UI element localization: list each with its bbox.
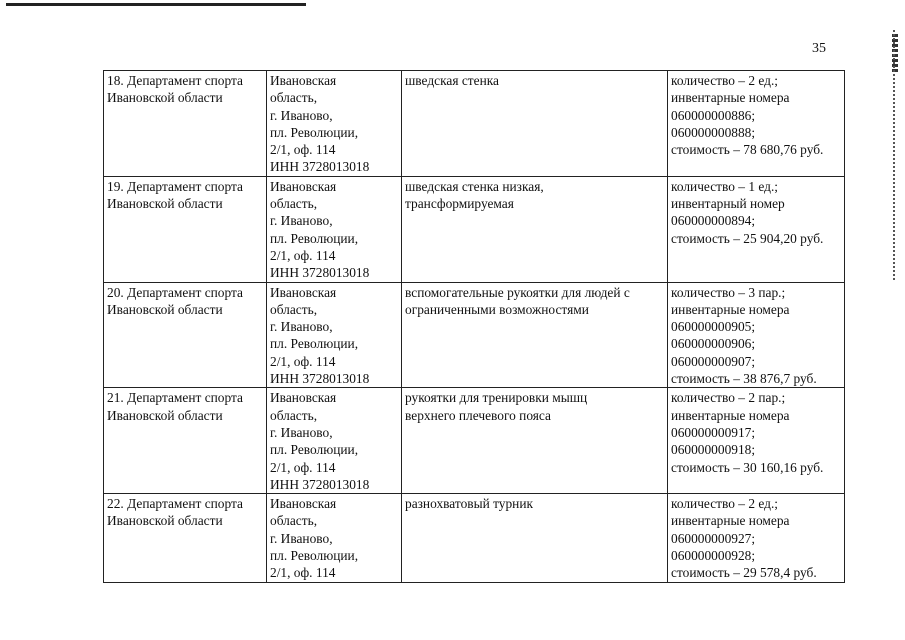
department-cell (104, 388, 267, 494)
department-line: Ивановской области (107, 196, 223, 212)
address-line: г. Иваново, (270, 424, 333, 440)
address-cell (267, 388, 402, 494)
address-line: пл. Революции, (270, 124, 359, 140)
address-line: область, (270, 301, 318, 317)
address-line: пл. Революции, (270, 442, 359, 458)
details-cell (668, 494, 845, 582)
item-line: ограниченными возможностями (405, 301, 589, 317)
details-line: количество – 2 ед.; (671, 73, 779, 88)
department-line: 21. Департамент спорта (107, 390, 243, 406)
address-line: Ивановская (270, 390, 337, 406)
item-cell (402, 282, 668, 388)
department-line: Ивановской области (107, 90, 223, 106)
department-line: 22. Департамент спорта (107, 496, 243, 512)
table-row (104, 282, 845, 388)
item-line: верхнего плечевого пояса (405, 407, 551, 423)
address-line: пл. Революции, (270, 548, 359, 564)
item-line: рукоятки для тренировки мышц (405, 390, 588, 406)
address-line: область, (270, 90, 318, 106)
item-line: шведская стенка низкая, (405, 178, 544, 194)
details-line: инвентарные номера (671, 301, 790, 317)
details-line: 060000000886; (671, 107, 756, 123)
property-table (103, 70, 845, 583)
address-line: г. Иваново, (270, 530, 333, 546)
address-line: Ивановская (270, 284, 337, 300)
address-line: Ивановская (270, 496, 337, 512)
page-number: 35 (812, 41, 826, 56)
item-cell (402, 388, 668, 494)
address-line: 2/1, оф. 114 (270, 565, 336, 581)
details-line: 060000000888; (671, 124, 756, 140)
address-line: пл. Революции, (270, 336, 359, 352)
item-line: вспомогательные рукоятки для людей с (405, 284, 630, 300)
details-line: количество – 3 пар.; (671, 284, 786, 300)
top-rule (6, 3, 306, 6)
address-cell (267, 494, 402, 582)
address-line: г. Иваново, (270, 107, 333, 123)
address-line: область, (270, 196, 318, 212)
item-cell (402, 176, 668, 282)
details-line: 060000000927; (671, 530, 756, 546)
details-line: стоимость – 25 904,20 руб. (671, 230, 824, 246)
scan-edge-marks (893, 30, 899, 280)
address-cell (267, 71, 402, 177)
details-line: стоимость – 38 876,7 руб. (671, 371, 817, 387)
address-line: ИНН 3728013018 (270, 371, 370, 387)
details-line: 060000000907; (671, 353, 756, 369)
address-line: 2/1, оф. 114 (270, 353, 336, 369)
address-line: 2/1, оф. 114 (270, 142, 336, 158)
address-line: ИНН 3728013018 (270, 476, 370, 492)
details-line: инвентарные номера (671, 90, 790, 106)
address-line: область, (270, 513, 318, 529)
details-line: 060000000905; (671, 319, 756, 335)
address-line: пл. Революции, (270, 230, 359, 246)
details-line: 060000000906; (671, 336, 756, 352)
details-cell (668, 176, 845, 282)
address-line: ИНН 3728013018 (270, 265, 370, 281)
item-line: трансформируемая (405, 196, 514, 212)
address-line: Ивановская (270, 178, 337, 194)
details-cell (668, 388, 845, 494)
department-cell (104, 71, 267, 177)
table-row (104, 494, 845, 582)
item-cell (402, 494, 668, 582)
details-line: количество – 2 ед.; (671, 496, 779, 512)
details-line: инвентарный номер (671, 196, 785, 212)
details-line: стоимость – 78 680,76 руб. (671, 142, 824, 158)
table-row (104, 71, 845, 177)
item-cell (402, 71, 668, 177)
details-line: 060000000894; (671, 213, 756, 229)
department-line: 18. Департамент спорта (107, 73, 243, 88)
address-cell (267, 176, 402, 282)
department-line: Ивановской области (107, 513, 223, 529)
details-line: стоимость – 29 578,4 руб. (671, 565, 817, 581)
address-line: 2/1, оф. 114 (270, 459, 336, 475)
details-line: 060000000928; (671, 548, 756, 564)
address-line: ИНН 3728013018 (270, 159, 370, 175)
address-line: область, (270, 407, 318, 423)
department-line: Ивановской области (107, 301, 223, 317)
address-cell (267, 282, 402, 388)
table-row (104, 176, 845, 282)
details-line: 060000000917; (671, 424, 756, 440)
address-line: г. Иваново, (270, 213, 333, 229)
department-cell (104, 494, 267, 582)
details-cell (668, 71, 845, 177)
department-line: 19. Департамент спорта (107, 178, 243, 194)
details-line: инвентарные номера (671, 407, 790, 423)
department-cell (104, 176, 267, 282)
address-line: г. Иваново, (270, 319, 333, 335)
department-line: Ивановской области (107, 407, 223, 423)
details-line: количество – 2 пар.; (671, 390, 786, 406)
details-line: стоимость – 30 160,16 руб. (671, 459, 824, 475)
details-line: 060000000918; (671, 442, 756, 458)
address-line: Ивановская (270, 73, 337, 88)
details-cell (668, 282, 845, 388)
table-row (104, 388, 845, 494)
department-line: 20. Департамент спорта (107, 284, 243, 300)
department-cell (104, 282, 267, 388)
details-line: инвентарные номера (671, 513, 790, 529)
address-line: 2/1, оф. 114 (270, 247, 336, 263)
details-line: количество – 1 ед.; (671, 178, 779, 194)
item-line: разнохватовый турник (405, 496, 534, 512)
item-line: шведская стенка (405, 73, 499, 88)
